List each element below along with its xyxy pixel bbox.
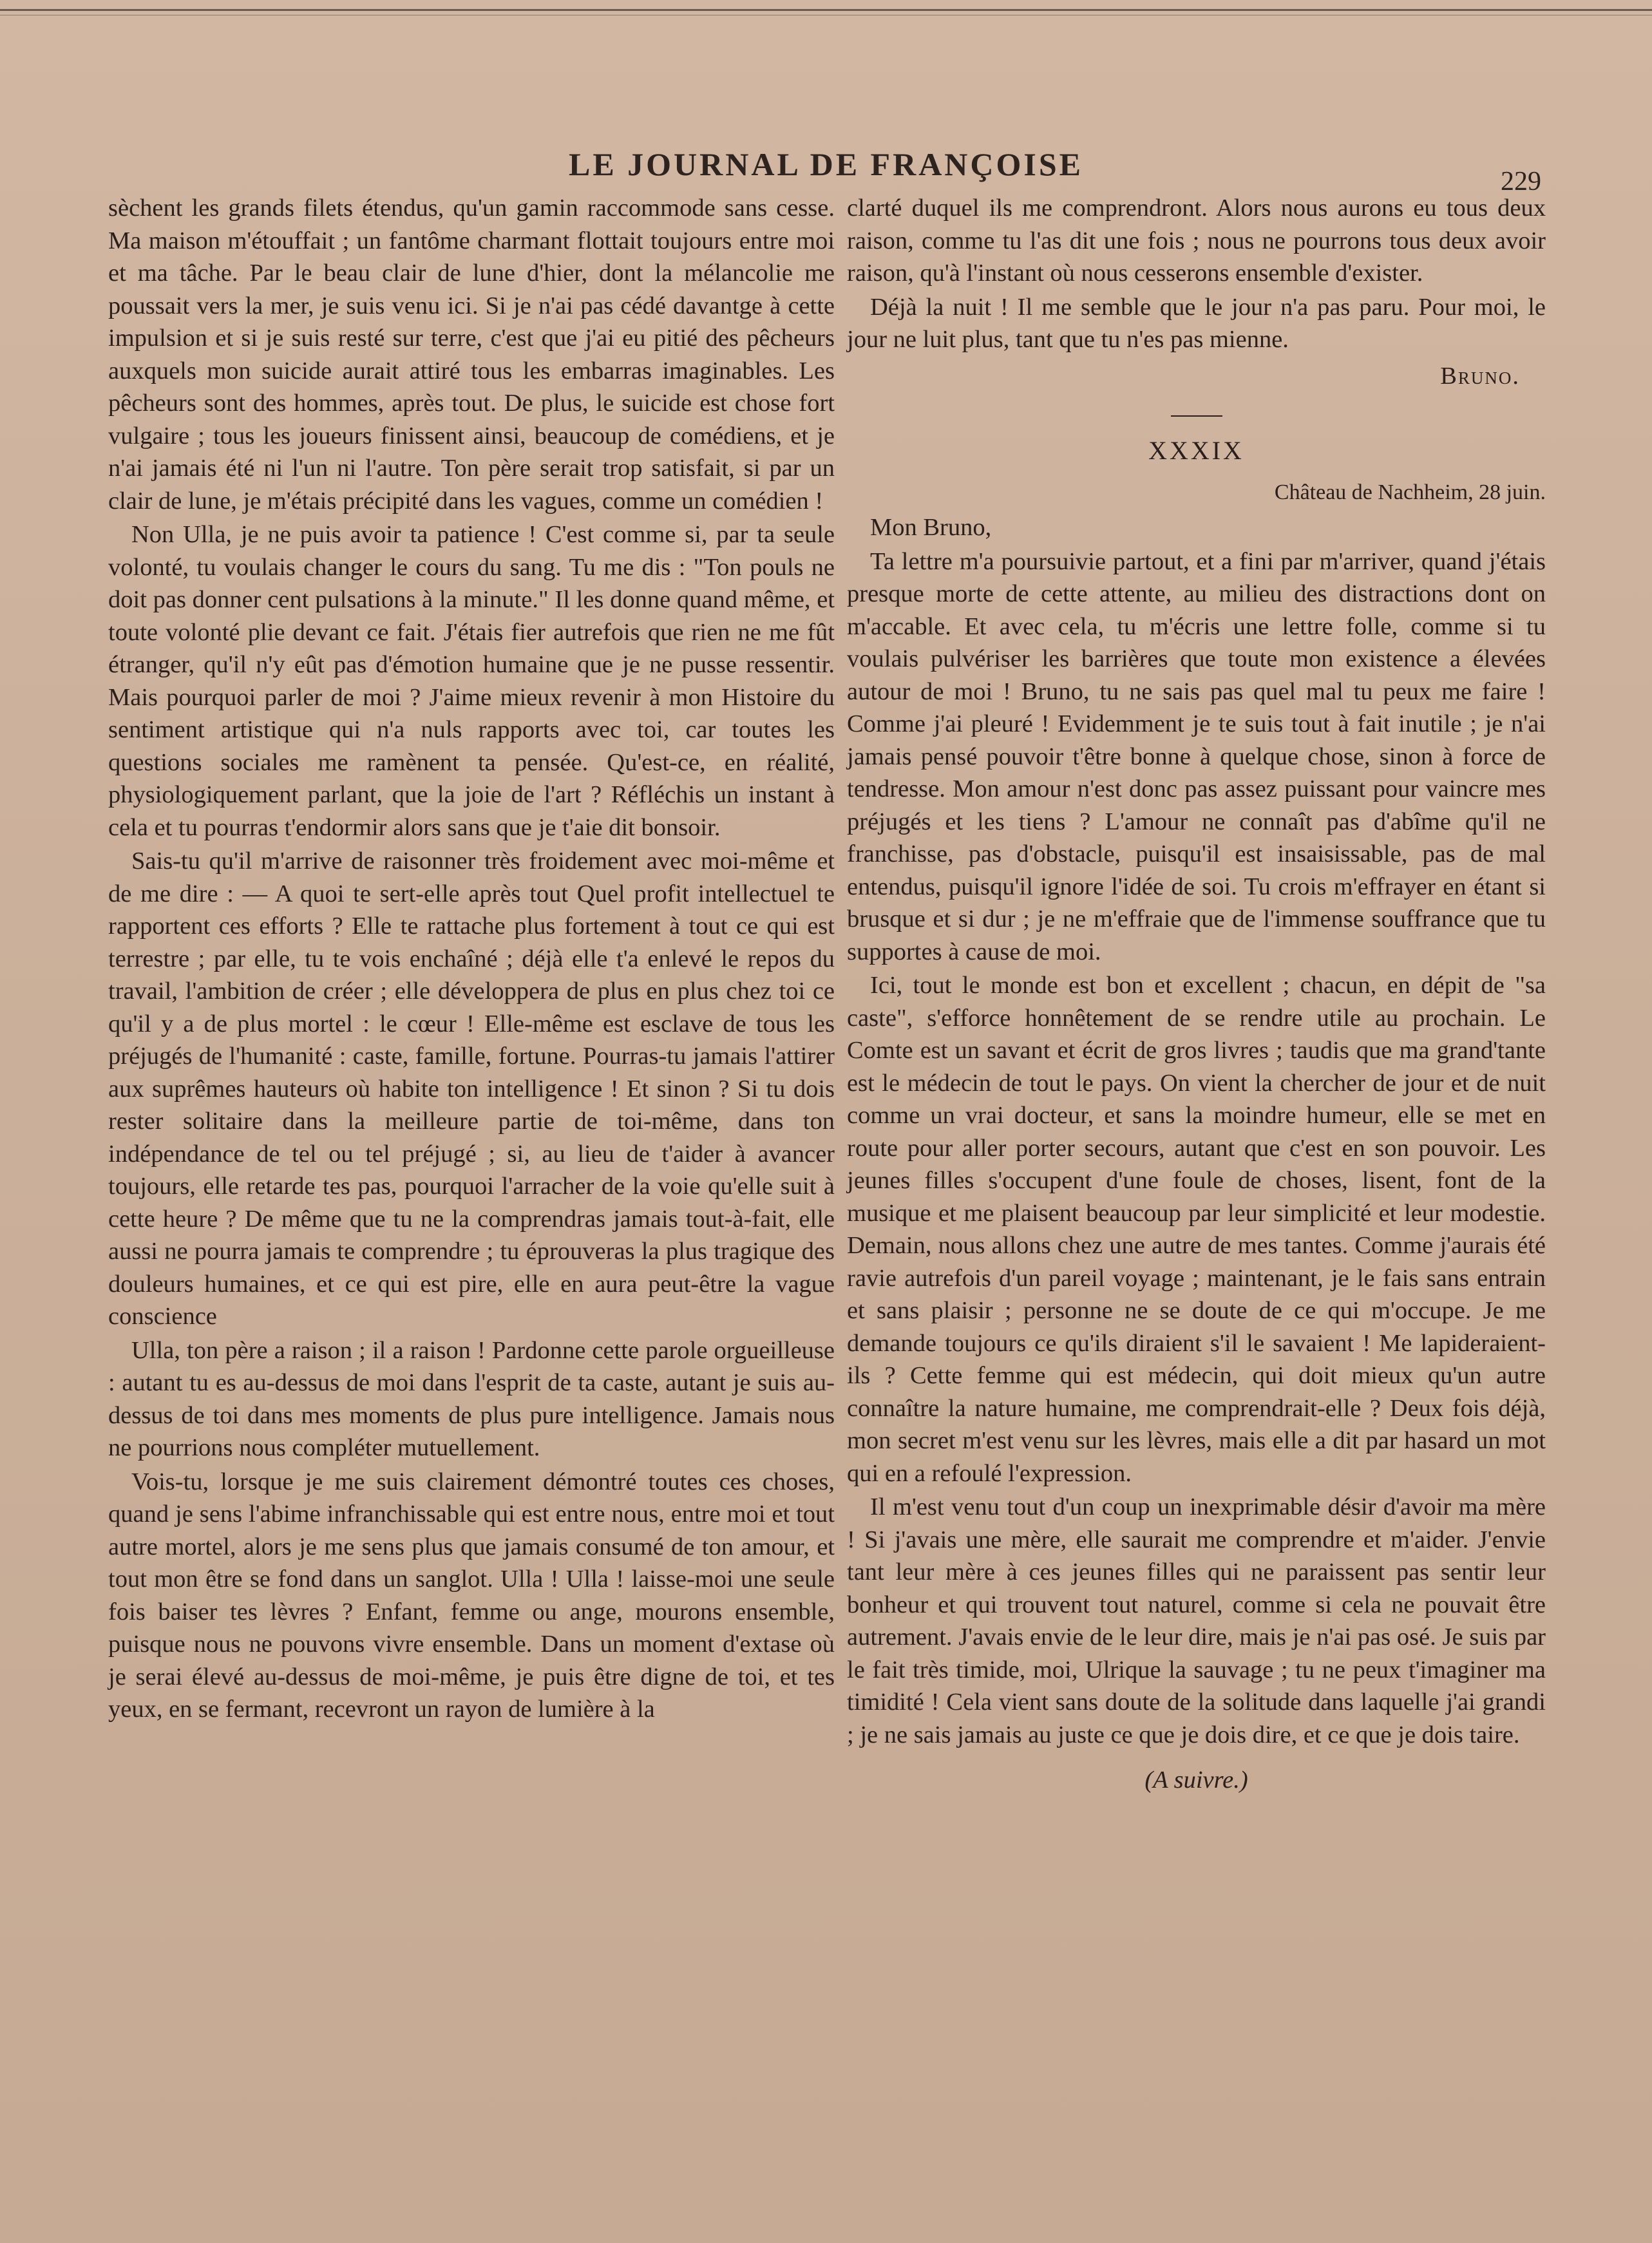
section-number: XXXIX bbox=[1148, 436, 1244, 465]
right-paragraph-3: Ta lettre m'a poursuivie partout, et a fini par m'arriver, quand j'étais presque morte de cette attente, au milieu des distractions dont on m'accable. Et avec cela, tu m'écris une lettre folle, comme si tu voulais pulvériser les barrières que toute mon existence a élevées autour de moi ! Bruno, tu ne sais pas quel mal tu peux me faire ! Comme j'ai pleuré ! Evidemment je te suis tout à fait inutile ; je n'ai jamais pensé pouvoir t'être bonne à quelque chose, sinon à force de tendresse. Mon amour n'est donc pas assez puissant pour vaincre mes préjugés et les tiens ? L'amour ne connaît pas d'abîme qu'il ne franchisse, pas d'obstacle, puisqu'il est insaisissable, pas de mal entendus, puisqu'il ignore l'idée de soi. Tu crois m'effrayer en étant si brusque et si dur ; je ne m'effraie que de l'immense souffrance que tu supportes à cause de moi. bbox=[847, 547, 1546, 965]
right-paragraph-5: Il m'est venu tout d'un coup un inexprimable désir d'avoir ma mère ! Si j'avais une mère, elle saurait me comprendre et m'aider. J'envie tant leur mère à ces jeunes filles qui ne paraissent pas sentir leur bonheur et qui trouvent tout naturel, comme si cela ne pouvait être autrement. J'avais envie de le leur dire, mais je n'ai pas osé. Je suis par le fait très timide, moi, Ulrique la sauvage ; tu ne peux t'imaginer ma timidité ! Cela vient sans doute de la solitude dans laquelle j'ai grandi ; je ne sais jamais au juste ce que je dois dire, et ce que je dois taire. bbox=[847, 1493, 1546, 1748]
letter-salutation: Mon Bruno, bbox=[870, 514, 992, 541]
section-separator bbox=[1171, 415, 1222, 417]
left-paragraph-1: sèchent les grands filets étendus, qu'un gamin raccommode sans cesse. Ma maison m'étouffait ; un fantôme charmant flottait toujours entre moi et ma tâche. Par le beau clair de lune d'hier, dont la mélancolie me poussait vers la mer, je suis venu ici. Si je n'ai pas cédé davantge à cette impulsion et si je suis resté sur terre, c'est que j'ai eu pitié des pêcheurs auxquels mon suicide aurait attiré tous les embarras imaginables. Les pêcheurs sont des hommes, après tout. De plus, le suicide est chose fort vulgaire ; tous les joueurs finissent ainsi, beaucoup de comédiens, et je n'ai jamais été ni l'un ni l'autre. Ton père serait trop satisfait, si par un clair de lune, je m'étais précipité dans les vagues, comme un comédien ! bbox=[108, 194, 835, 515]
right-paragraph-4: Ici, tout le monde est bon et excellent ; chacun, en dépit de "sa caste", s'efforce honnêtement de se rendre utile au prochain. Le Comte est un savant et écrit de gros livres ; taudis que ma grand'tante est le médecin de tout le pays. On vient la chercher de jour et de nuit comme un vrai docteur, et sans la moindre humeur, elle se met en route pour aller porter secours, autant que c'est en son pouvoir. Les jeunes filles s'occupent d'une foule de choses, lisent, font de la musique et me plaisent beaucoup par leur simplicité et leur modestie. Demain, nous allons chez une autre de mes tantes. Comme j'aurais été ravie autrefois d'un pareil voyage ; maintenant, je le fais sans entrain et sans plaisir ; personne ne se doute de ce qui m'occupe. Je me demande toujours ce qu'ils diraient s'il le savaient ! Me lapideraient-ils ? Cette femme qui est médecin, qui doit mieux qu'un autre connaître la nature humaine, me comprendrait-elle ? Deux fois déjà, mon secret m'est venu sur les lèvres, mais elle a dit par hasard un mot qui en a refoulé l'expression. bbox=[847, 972, 1546, 1487]
letter-signature: Bruno. bbox=[1440, 362, 1520, 390]
left-paragraph-2: Non Ulla, je ne puis avoir ta patience ! C'est comme si, par ta seule volonté, tu voulais changer le cours du sang. Tu me dis : "Ton pouls ne doit pas donner cent pulsations à la minute." Il les donne quand même, et toute volonté plie devant ce fait. J'étais fier autrefois que rien ne me fût étranger, qu'il n'y eût pas d'émotion humaine que je ne pusse ressentir. Mais pourquoi parler de moi ? J'aime mieux revenir à mon Histoire du sentiment artistique qui n'a nuls rapports avec toi, car toutes les questions sociales me ramènent ta pensée. Qu'est-ce, en réalité, physiologiquement parlant, que la joie de l'art ? Réfléchis un instant à cela et tu pourras t'endormir alors sans que je t'aie dit bonsoir. bbox=[108, 521, 835, 841]
right-column bbox=[847, 192, 1546, 1797]
to-be-continued: (A suivre.) bbox=[1144, 1766, 1248, 1793]
right-paragraph-1: clarté duquel ils me comprendront. Alors nous aurons eu tous deux raison, comme tu l'as dit une fois ; nous ne pourrons tous deux avoir raison, qu'à l'instant où nous cesserons ensemble d'exister. bbox=[847, 194, 1546, 287]
running-header-title: LE JOURNAL DE FRANÇOISE bbox=[568, 146, 1084, 182]
left-paragraph-4: Ulla, ton père a raison ; il a raison ! Pardonne cette parole orgueilleuse : autant tu es au-dessus de moi dans l'esprit de ta caste, autant je suis au-dessus de toi dans mes moments de plus pure intelligence. Jamais nous ne pourrions nous compléter mutuellement. bbox=[108, 1336, 835, 1461]
right-paragraph-2: Déjà la nuit ! Il me semble que le jour n'a pas paru. Pour moi, le jour ne luit plus, tant que tu n'es pas mienne. bbox=[847, 293, 1546, 353]
left-paragraph-3: Sais-tu qu'il m'arrive de raisonner très froidement avec moi-même et de me dire : — A quoi te sert-elle après tout Quel profit intellectuel te rapportent ces efforts ? Elle te rattache plus fortement à tout ce qui est terrestre ; par elle, tu te vois enchaîné ; déjà elle t'a enlevé le repos du travail, l'ambition de créer ; elle développera de plus en plus chez toi ce qu'il y a de plus mortel : le cœur ! Elle-même est esclave de tous les préjugés de l'humanité : caste, famille, fortune. Pourras-tu jamais l'attirer aux suprêmes hauteurs où habite ton intelligence ! Et sinon ? Si tu dois rester solitaire dans la meilleure partie de toi-même, dans ton indépendance de tel ou tel préjugé ; si, au lieu de t'aider à avancer toujours, elle retarde tes pas, pourquoi l'arracher de la voie qu'elle suit à cette heure ? De même que tu ne la comprendras jamais tout-à-fait, elle aussi ne pourra jamais te comprendre ; tu éprouveras la plus tragique des douleurs humaines, et ce qui est pire, elle en aura peut-être la vague conscience bbox=[108, 847, 835, 1330]
top-rule bbox=[0, 9, 1652, 15]
page-number: 229 bbox=[1501, 167, 1541, 196]
letter-dateline: Château de Nachheim, 28 juin. bbox=[1274, 480, 1546, 504]
left-paragraph-5: Vois-tu, lorsque je me suis clairement démontré toutes ces choses, quand je sens l'abime infranchissable qui est entre nous, entre moi et tout autre mortel, alors je me sens plus que jamais consumé de ton amour, et tout mon être se fond dans un sanglot. Ulla ! Ulla ! laisse-moi une seule fois baiser tes lèvres ? Enfant, femme ou ange, mourons ensemble, puisque nous ne pouvons vivre ensemble. Dans un moment d'extase où je serai élevé au-dessus de moi-même, je puis être digne de toi, et tes yeux, en se fermant, recevront un rayon de lumière à la bbox=[108, 1468, 835, 1723]
left-column bbox=[108, 192, 835, 1726]
